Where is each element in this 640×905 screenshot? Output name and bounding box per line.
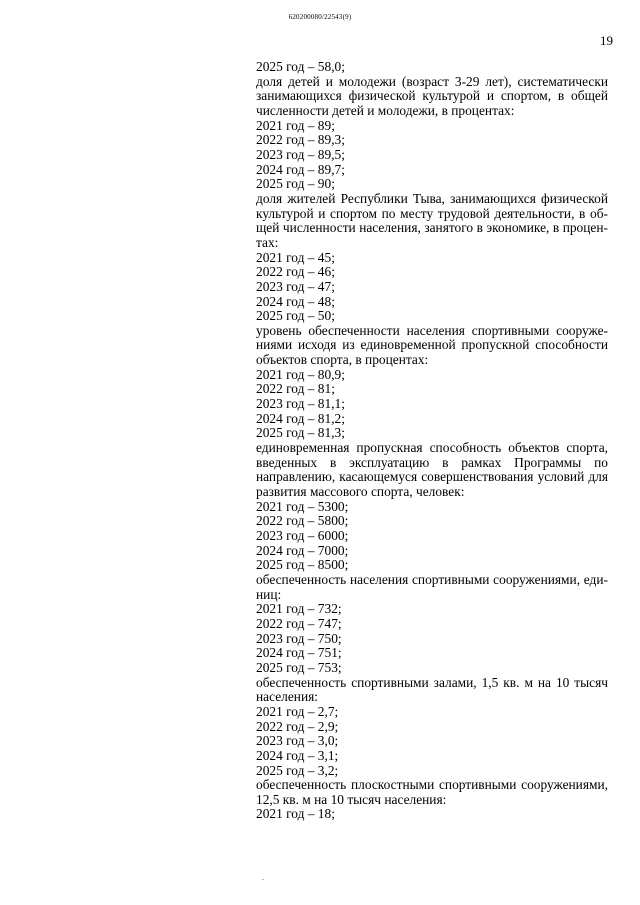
- indicator-value-line: 2021 год – 18;: [256, 806, 335, 822]
- indicator-heading: доля детей и молодежи (возраст 3-29 лет), систематически занимающихся физической культурой и спортом, в общей численности детей и молодежи, в процентах:: [256, 73, 608, 118]
- indicator-value-line: 2022 год – 81;: [256, 381, 335, 397]
- indicator-value-line: 2025 год – 8500;: [256, 557, 349, 573]
- indicator-value-line: 2022 год – 2,9;: [256, 718, 339, 734]
- indicator-heading: доля жителей Республики Тыва, занимающихся физической культурой и спортом по месту трудовой деятельности, в общей численности населения, занятого в экономике, в процентах:: [256, 190, 608, 250]
- indicator-value-line: 2025 год – 753;: [256, 659, 342, 675]
- document-body: [256, 60, 608, 822]
- indicator-value-line: 2021 год – 2,7;: [256, 703, 339, 719]
- indicator-heading: уровень обеспеченности населения спортивными сооружениями исходя из единовременной пропускной способности объектов спорта, в процентах:: [256, 322, 608, 368]
- document-code: 620200080/22543(9): [288, 13, 352, 21]
- indicator-heading: единовременная пропускная способность объектов спорта, введенных в эксплуатацию в рамках Программы по направлению, касающемуся совершенствования условий для развития массового спорта, человек:: [256, 440, 608, 500]
- indicator-value-line: 2025 год – 90;: [256, 176, 335, 192]
- indicator-heading: обеспеченность населения спортивными сооружениями, единиц:: [256, 571, 608, 602]
- indicator-value-line: 2023 год – 3,0;: [256, 733, 339, 749]
- indicator-value-line: 2024 год – 48;: [256, 293, 335, 309]
- indicator-value-line: 2021 год – 89;: [256, 117, 335, 133]
- indicator-value-line: 2024 год – 751;: [256, 645, 342, 661]
- indicator-value-line: 2022 год – 5800;: [256, 513, 349, 529]
- page-number: 19: [600, 33, 613, 48]
- indicator-value-line: 2021 год – 732;: [256, 601, 342, 617]
- indicator-value-line: 2024 год – 89,7;: [256, 161, 345, 177]
- indicator-value-line: 2023 год – 47;: [256, 278, 335, 294]
- indicator-value-line: 2024 год – 7000;: [256, 542, 349, 558]
- indicator-heading: обеспеченность плоскостными спортивными сооружениями, 12,5 кв. м на 10 тысяч населения:: [256, 777, 608, 807]
- indicator-value-line: 2021 год – 80,9;: [256, 366, 345, 382]
- indicator-value-line: 2025 год – 50;: [256, 308, 335, 324]
- indicator-value-line: 2022 год – 89,3;: [256, 132, 345, 148]
- indicator-value-line: 2024 год – 81,2;: [256, 410, 345, 426]
- indicator-value-line: 2023 год – 6000;: [256, 528, 349, 543]
- indicator-value-line: 2024 год – 3,1;: [256, 747, 339, 763]
- indicator-value-line: 2021 год – 45;: [256, 249, 335, 265]
- indicator-value-line: 2025 год – 58,0;: [256, 59, 345, 74]
- indicator-value-line: 2021 год – 5300;: [256, 498, 349, 514]
- indicator-heading: обеспеченность спортивными залами, 1,5 кв. м на 10 тысяч населения:: [256, 674, 608, 705]
- indicator-value-line: 2023 год – 750;: [256, 630, 342, 646]
- indicator-value-line: 2022 год – 46;: [256, 264, 335, 280]
- indicator-value-line: 2022 год – 747;: [256, 615, 342, 631]
- indicator-value-line: 2025 год – 81,3;: [256, 425, 345, 441]
- scan-speck: [262, 879, 264, 880]
- indicator-value-line: 2025 год – 3,2;: [256, 762, 339, 778]
- indicator-value-line: 2023 год – 89,5;: [256, 146, 345, 162]
- indicator-value-line: 2023 год – 81,1;: [256, 396, 345, 412]
